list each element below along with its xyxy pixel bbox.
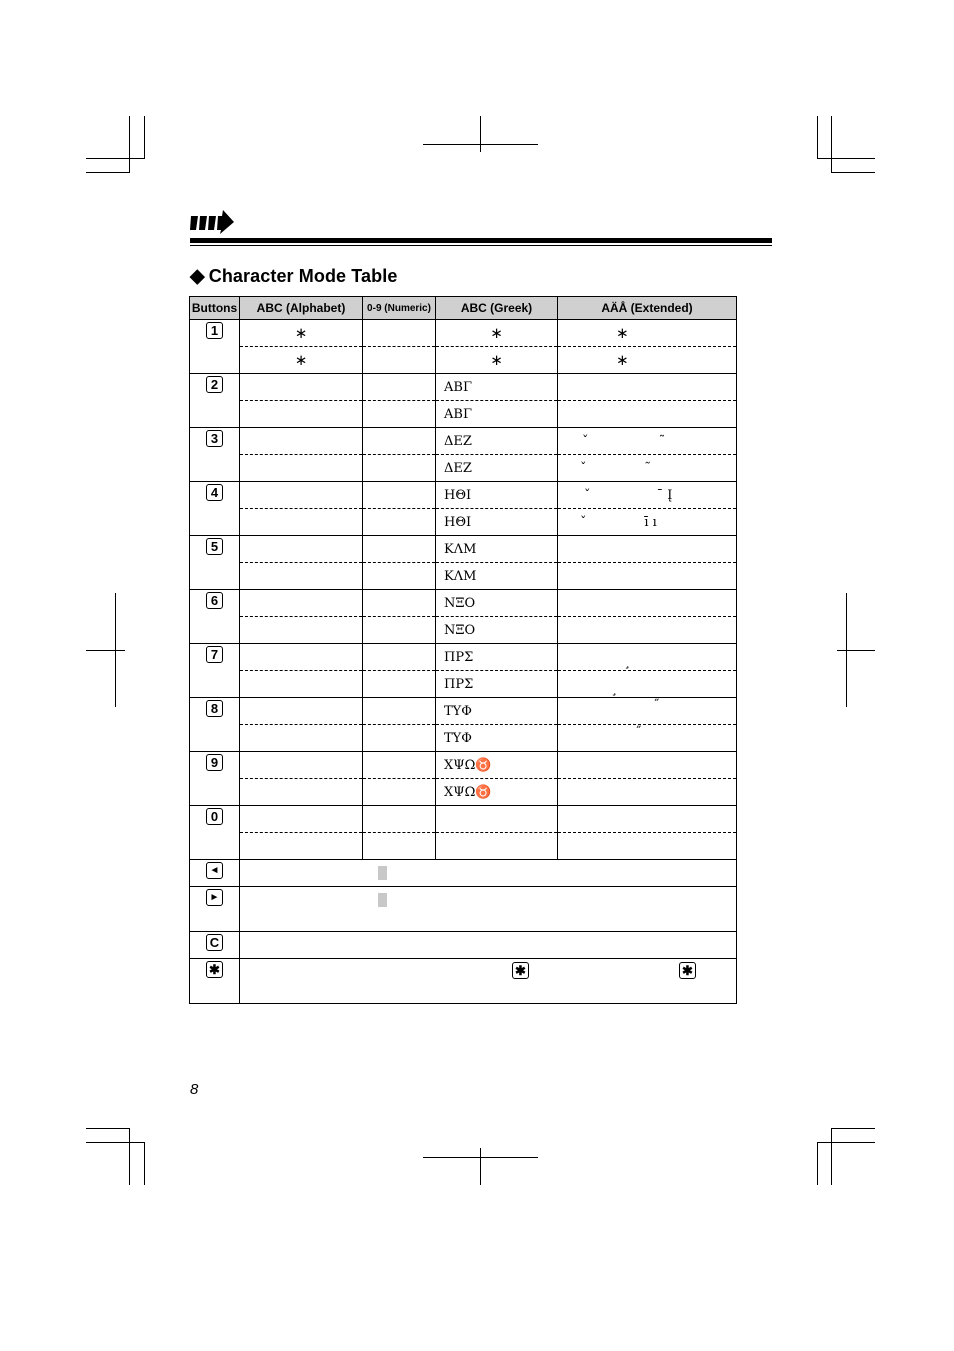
alphabet-cell (240, 401, 363, 428)
alphabet-cell (240, 482, 363, 509)
table-row (190, 959, 737, 1004)
numeric-cell (363, 401, 436, 428)
extended-cell: ∗ (558, 347, 737, 374)
numeric-cell (363, 752, 436, 779)
star-key-icon: ✱ (679, 962, 696, 979)
table-row (190, 752, 737, 779)
clear-key-icon: C (206, 934, 223, 951)
crop-mark (144, 116, 145, 159)
extended-cell: ¸ (558, 671, 737, 698)
left-arrow-key-icon: ◄ (206, 862, 223, 879)
greek-cell: ΤΥΦ (436, 725, 558, 752)
header-rule-thin (190, 245, 772, 246)
extended-cell: ¸ (558, 644, 737, 671)
cursor-block-icon (378, 866, 387, 880)
key-6-icon: 6 (206, 592, 223, 609)
numeric-cell (363, 806, 436, 833)
crop-mark (86, 1142, 145, 1143)
numeric-cell (363, 455, 436, 482)
table-row (190, 698, 737, 725)
numeric-cell (363, 833, 436, 860)
greek-cell: ΤΥΦ (436, 698, 558, 725)
alphabet-cell (240, 644, 363, 671)
button-cell (190, 698, 240, 752)
alphabet-cell (240, 671, 363, 698)
numeric-cell (363, 347, 436, 374)
numeric-cell (363, 590, 436, 617)
greek-cell: ΔΕΖ (436, 455, 558, 482)
button-cell (190, 806, 240, 860)
key-9-icon: 9 (206, 754, 223, 771)
numeric-cell (363, 644, 436, 671)
table-row (190, 401, 737, 428)
table-row (190, 644, 737, 671)
table-row (190, 725, 737, 752)
key-8-icon: 8 (206, 700, 223, 717)
greek-cell: ΝΞΟ (436, 617, 558, 644)
greek-cell: ΗΘΙ (436, 509, 558, 536)
alphabet-cell (240, 509, 363, 536)
section-title (190, 263, 397, 289)
numeric-cell (363, 482, 436, 509)
extended-cell: ˇ ˜ (558, 428, 737, 455)
header-rule (190, 238, 772, 243)
greek-cell: ΑΒΓ (436, 374, 558, 401)
crop-mark (129, 116, 130, 172)
crop-mark (86, 650, 125, 651)
crop-mark (423, 144, 538, 145)
alphabet-cell (240, 617, 363, 644)
greek-cell: ΔΕΖ (436, 428, 558, 455)
alphabet-cell (240, 779, 363, 806)
crop-mark (480, 116, 481, 152)
button-cell (190, 374, 240, 428)
extended-cell (558, 752, 737, 779)
extended-cell (558, 806, 737, 833)
crop-mark (480, 1148, 481, 1185)
greek-cell: ΠΡΣ (436, 671, 558, 698)
button-cell (190, 959, 240, 1004)
table-row (190, 482, 737, 509)
extended-cell (558, 374, 737, 401)
alphabet-cell (240, 536, 363, 563)
numeric-cell (363, 320, 436, 347)
crop-mark (129, 1129, 130, 1185)
alphabet-cell (240, 833, 363, 860)
table-row (190, 563, 737, 590)
button-cell (190, 860, 240, 887)
table-row (190, 806, 737, 833)
crop-mark (86, 158, 145, 159)
table-row (190, 374, 737, 401)
greek-cell: ΚΛΜ (436, 536, 558, 563)
crop-mark (831, 1128, 875, 1129)
header-numeric: 0-9 (Numeric) (363, 297, 436, 320)
star-key-icon: ✱ (512, 962, 529, 979)
table-row (190, 860, 737, 887)
extended-cell (558, 617, 737, 644)
key-1-icon: 1 (206, 322, 223, 339)
header-extended: AÄÅ (Extended) (558, 297, 737, 320)
table-header-row (190, 297, 737, 320)
key-0-icon: 0 (206, 808, 223, 825)
extended-cell (558, 563, 737, 590)
numeric-cell (363, 428, 436, 455)
crop-mark (86, 172, 130, 173)
crop-mark (817, 116, 818, 159)
alphabet-cell: ∗ (240, 320, 363, 347)
alphabet-cell (240, 428, 363, 455)
button-cell (190, 752, 240, 806)
button-cell (190, 482, 240, 536)
character-mode-table (189, 296, 737, 1004)
alphabet-cell (240, 563, 363, 590)
numeric-cell (363, 536, 436, 563)
extended-cell (558, 833, 737, 860)
table-row (190, 887, 737, 932)
table-row (190, 428, 737, 455)
greek-cell: ΝΞΟ (436, 590, 558, 617)
extended-cell (558, 590, 737, 617)
greek-cell: ΚΛΜ (436, 563, 558, 590)
alphabet-cell (240, 590, 363, 617)
key-7-icon: 7 (206, 646, 223, 663)
alphabet-cell (240, 752, 363, 779)
header-alphabet: ABC (Alphabet) (240, 297, 363, 320)
continue-arrow-icon (190, 207, 236, 235)
extended-cell: ˝ (558, 698, 737, 725)
section-title-text: Character Mode Table (208, 265, 398, 286)
crop-mark (817, 1142, 818, 1185)
button-cell (190, 932, 240, 959)
alphabet-cell (240, 374, 363, 401)
numeric-cell (363, 725, 436, 752)
table-row (190, 779, 737, 806)
crop-mark (423, 1157, 538, 1158)
extended-cell: ˝ (558, 725, 737, 752)
crop-mark (831, 172, 875, 173)
alphabet-cell (240, 698, 363, 725)
star-key-icon: ✱ (206, 961, 223, 978)
table-row (190, 320, 737, 347)
header-buttons: Buttons (190, 297, 240, 320)
header-greek: ABC (Greek) (436, 297, 558, 320)
description-cell (240, 932, 737, 959)
greek-cell: ∗ (436, 347, 558, 374)
table-row (190, 932, 737, 959)
key-5-icon: 5 (206, 538, 223, 555)
numeric-cell (363, 563, 436, 590)
alphabet-cell (240, 806, 363, 833)
table-row (190, 455, 737, 482)
key-4-icon: 4 (206, 484, 223, 501)
extended-cell (558, 536, 737, 563)
button-cell (190, 536, 240, 590)
alphabet-cell: ∗ (240, 347, 363, 374)
diamond-bullet-icon: ◆ (190, 265, 205, 287)
table-row (190, 509, 737, 536)
greek-cell: ΠΡΣ (436, 644, 558, 671)
crop-mark (144, 1142, 145, 1185)
button-cell (190, 590, 240, 644)
crop-mark (837, 650, 875, 651)
table-row (190, 590, 737, 617)
greek-cell: ΗΘΙ (436, 482, 558, 509)
greek-cell: ∗ (436, 320, 558, 347)
table-row (190, 617, 737, 644)
extended-cell: ˇ ¯ Į (558, 482, 737, 509)
alphabet-cell (240, 455, 363, 482)
right-arrow-key-icon: ► (206, 889, 223, 906)
numeric-cell (363, 374, 436, 401)
button-cell (190, 428, 240, 482)
button-cell (190, 644, 240, 698)
crop-mark (817, 1142, 875, 1143)
button-cell (190, 887, 240, 932)
crop-mark (86, 1128, 130, 1129)
numeric-cell (363, 509, 436, 536)
key-3-icon: 3 (206, 430, 223, 447)
table-row (190, 833, 737, 860)
table-row (190, 347, 737, 374)
greek-cell: ΧΨΩ♉ (436, 752, 558, 779)
extended-cell: ∗ (558, 320, 737, 347)
extended-cell: ˇ ī ı (558, 509, 737, 536)
key-2-icon: 2 (206, 376, 223, 393)
extended-cell (558, 779, 737, 806)
table-row (190, 536, 737, 563)
extended-cell: ˇ ˜ (558, 455, 737, 482)
table-row (190, 671, 737, 698)
page-number: 8 (190, 1081, 199, 1098)
extended-cell (558, 401, 737, 428)
crop-mark (831, 1129, 832, 1185)
description-cell (240, 959, 737, 1004)
greek-cell: ΑΒΓ (436, 401, 558, 428)
alphabet-cell (240, 725, 363, 752)
greek-cell (436, 833, 558, 860)
cursor-block-icon (378, 893, 387, 907)
greek-cell (436, 806, 558, 833)
numeric-cell (363, 617, 436, 644)
crop-mark (831, 116, 832, 172)
description-cell (240, 860, 737, 887)
crop-mark (817, 158, 875, 159)
greek-cell: ΧΨΩ♉ (436, 779, 558, 806)
numeric-cell (363, 698, 436, 725)
numeric-cell (363, 779, 436, 806)
numeric-cell (363, 671, 436, 698)
description-cell (240, 887, 737, 932)
button-cell (190, 320, 240, 374)
